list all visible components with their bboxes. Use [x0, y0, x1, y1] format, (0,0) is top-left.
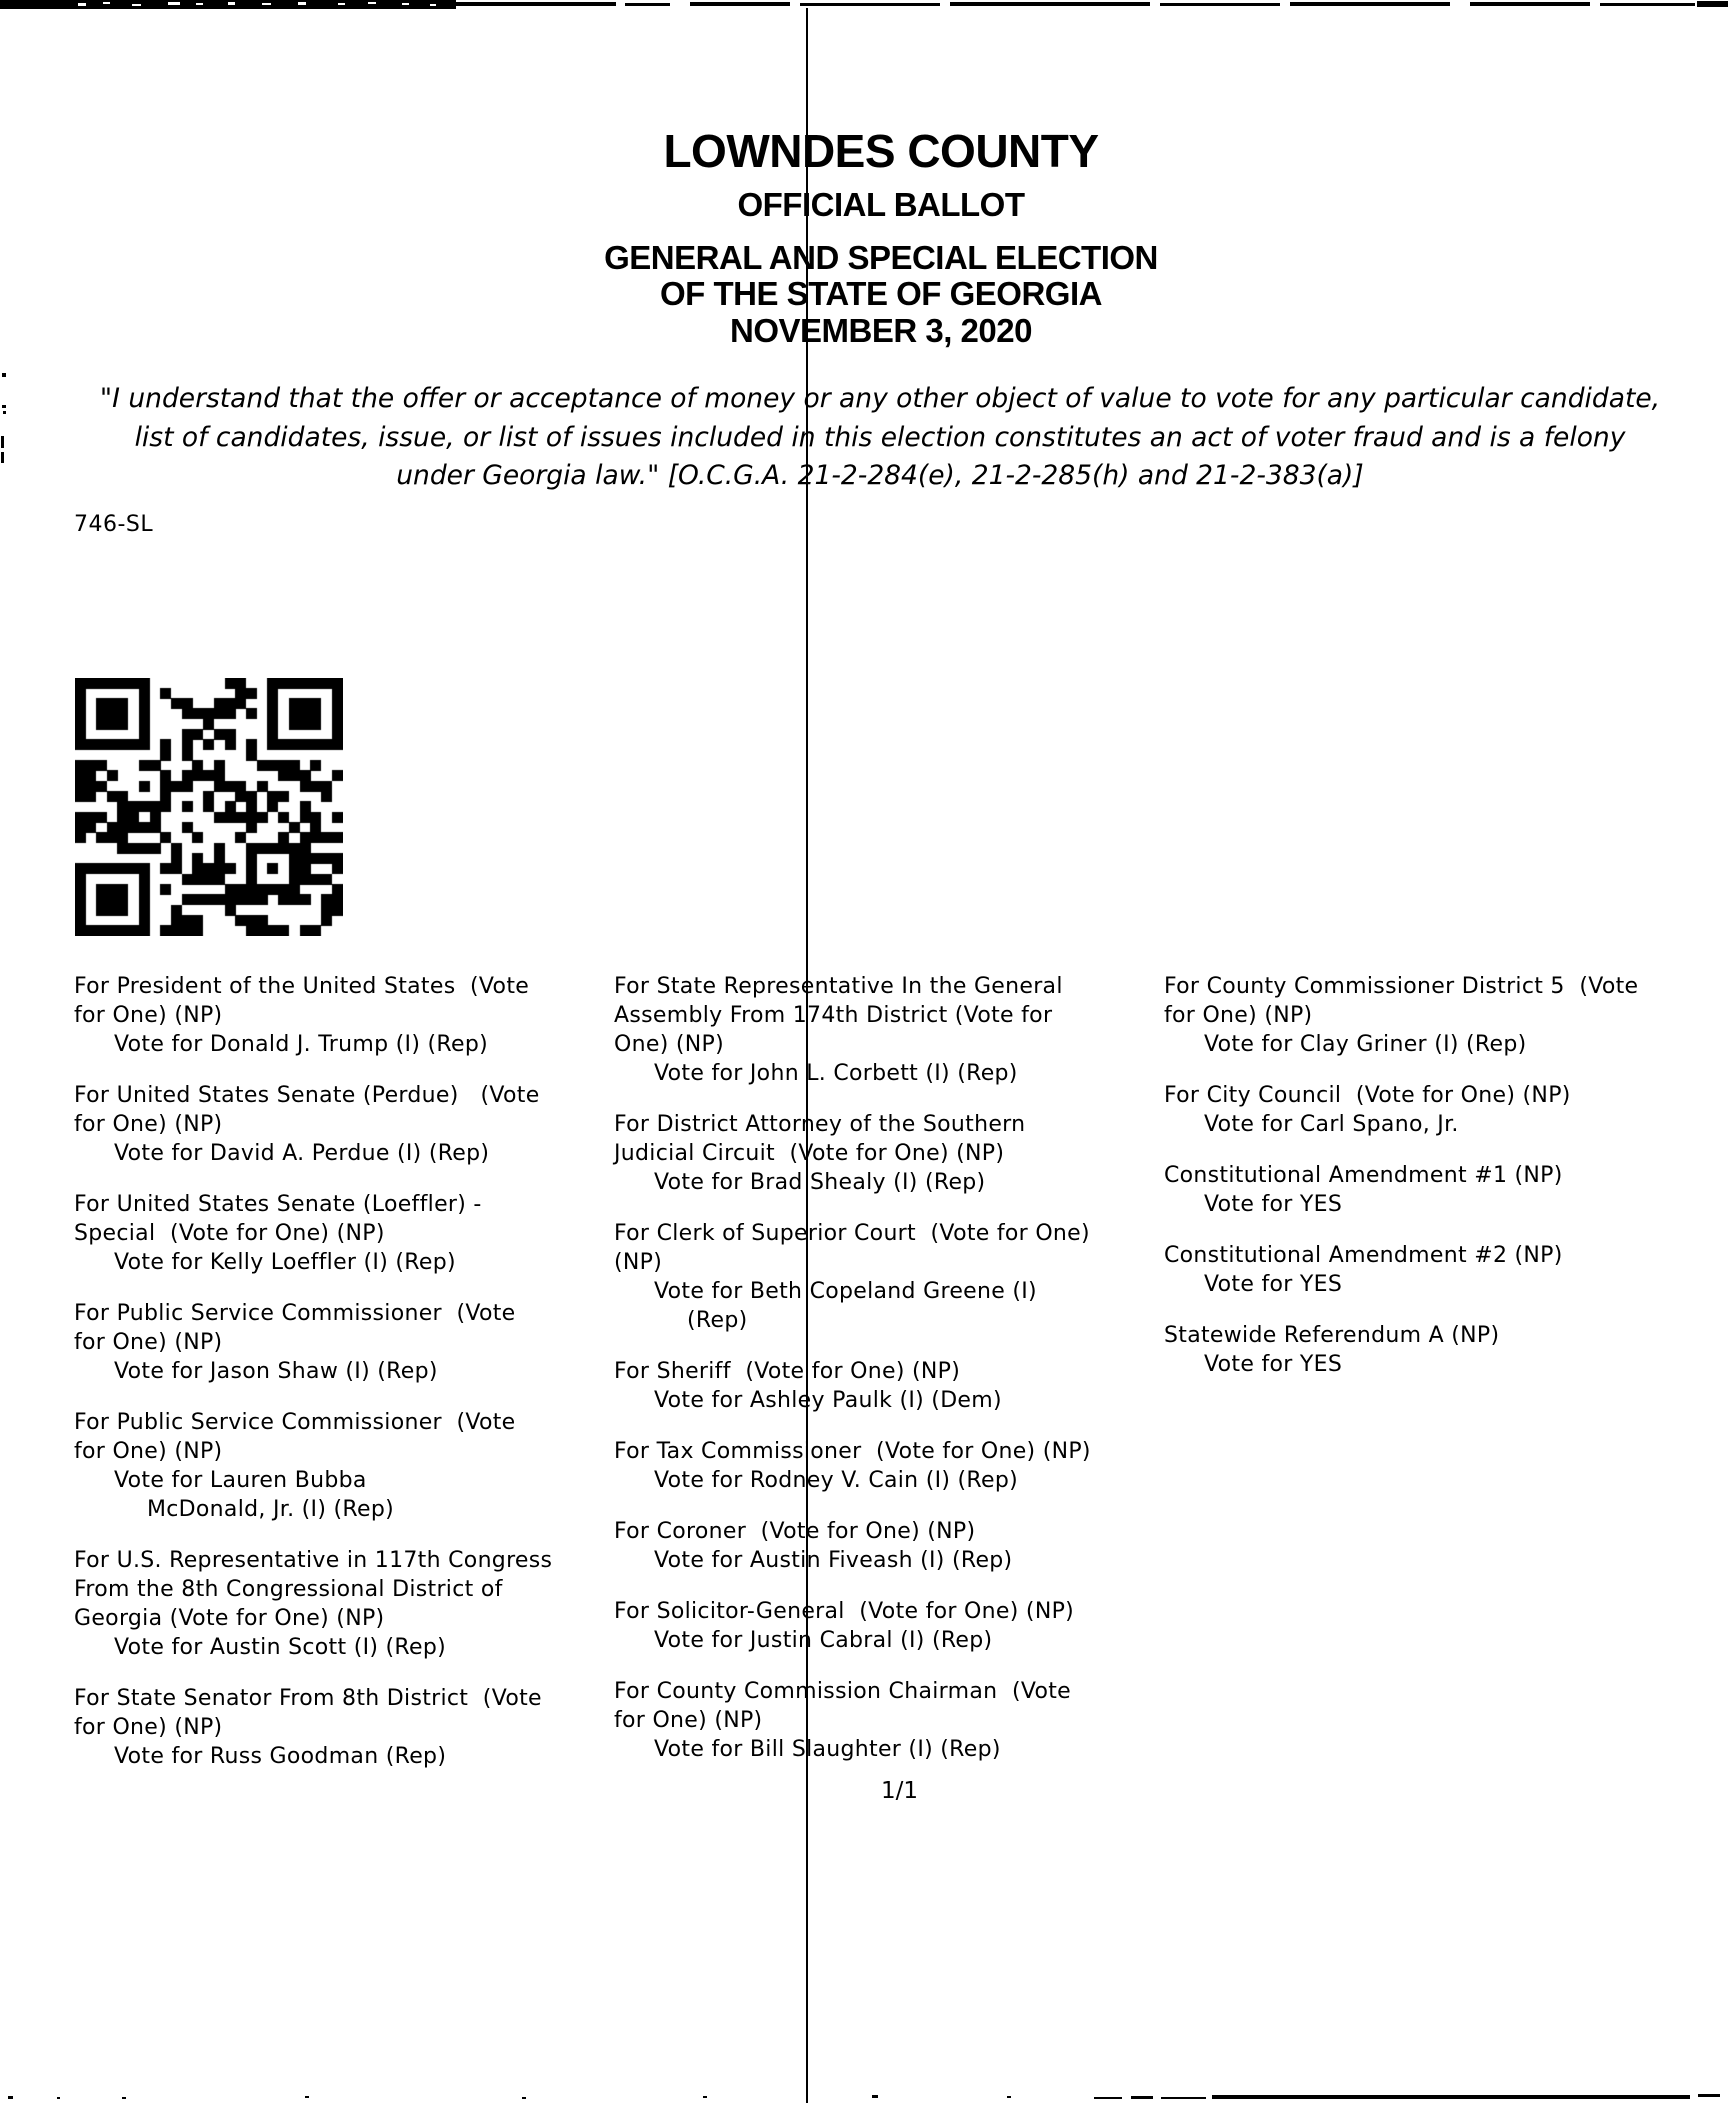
scan-artifact-mark — [132, 4, 141, 6]
scan-artifact-mark — [1600, 3, 1695, 6]
vote-selection-line: Vote for Ashley Paulk (I) (Dem) — [654, 1388, 1002, 1413]
contest-title-line: For United States Senate (Loeffler) - — [74, 1192, 482, 1217]
contest-title-line: For Sheriff (Vote for One) (NP) — [614, 1359, 961, 1384]
scan-artifact-mark — [1131, 2096, 1153, 2099]
vote-selection-line: Vote for Austin Fiveash (I) (Rep) — [654, 1548, 1013, 1573]
contest — [74, 1299, 634, 1386]
contest-title-line: From the 8th Congressional District of — [74, 1577, 503, 1602]
vote-selection-line: Vote for John L. Corbett (I) (Rep) — [654, 1061, 1018, 1086]
vote-selection-line: Vote for YES — [1204, 1272, 1343, 1297]
contest — [74, 1546, 634, 1662]
contest-title-line: for One) (NP) — [74, 1330, 223, 1355]
contest-title-line: For District Attorney of the Southern — [614, 1112, 1026, 1137]
scan-artifact-mark — [1470, 2, 1590, 6]
contest — [1164, 1321, 1728, 1379]
contest-title-line: For United States Senate (Perdue) (Vote — [74, 1083, 540, 1108]
scan-artifact-mark — [430, 4, 436, 6]
scan-artifact-mark — [1212, 2095, 1690, 2099]
contest-title-line: (NP) — [614, 1250, 663, 1275]
contest — [614, 1517, 1174, 1575]
vote-selection-line: Vote for Austin Scott (I) (Rep) — [114, 1635, 447, 1660]
scan-artifact-mark — [872, 2095, 878, 2098]
contest-title-line: For City Council (Vote for One) (NP) — [1164, 1083, 1571, 1108]
fraud-notice-line: list of candidates, issue, or list of issues included in this election constitutes an act of voter fraud and is a felony — [134, 421, 1626, 453]
scan-artifact-mark — [8, 2096, 13, 2099]
contest — [74, 1081, 634, 1168]
contest-title-line: For State Senator From 8th District (Vote — [74, 1686, 542, 1711]
contest-title-line: Constitutional Amendment #2 (NP) — [1164, 1243, 1563, 1268]
contest-title-line: for One) (NP) — [74, 1439, 223, 1464]
contest-title-line: For Solicitor-General (Vote for One) (NP) — [614, 1599, 1075, 1624]
scan-artifact-mark — [402, 3, 409, 5]
scan-artifact-mark — [1290, 2, 1450, 6]
contest-title-line: for One) (NP) — [74, 1003, 223, 1028]
contest — [614, 1677, 1174, 1764]
scan-artifact-mark — [1697, 1, 1728, 7]
contest-column-3 — [1164, 972, 1728, 1401]
scan-artifact-mark — [168, 2, 180, 5]
contest-title-line: For State Representative In the General — [614, 974, 1063, 999]
vote-selection-line: Vote for Russ Goodman (Rep) — [114, 1744, 447, 1769]
fraud-notice-line: under Georgia law." [O.C.G.A. 21-2-284(e), 21-2-285(h) and 21-2-383(a)] — [396, 460, 1364, 491]
scan-artifact-mark — [103, 2, 110, 4]
scan-artifact-mark — [625, 3, 670, 6]
contest — [614, 1110, 1174, 1197]
vote-selection-line: Vote for Kelly Loeffler (I) (Rep) — [114, 1250, 456, 1275]
contest-title-line: For Clerk of Superior Court (Vote for One) — [614, 1221, 1090, 1246]
contest-title-line: For President of the United States (Vote — [74, 974, 530, 999]
scan-artifact-mark — [1007, 2096, 1011, 2098]
scan-artifact-mark — [368, 2, 376, 4]
vote-selection-line: Vote for Lauren Bubba — [114, 1468, 367, 1493]
contest — [74, 1190, 634, 1277]
scan-artifact-mark — [690, 2, 790, 6]
vote-selection-line: Vote for Clay Griner (I) (Rep) — [1204, 1032, 1527, 1057]
contest — [74, 972, 634, 1059]
vote-selection-line: Vote for Donald J. Trump (I) (Rep) — [114, 1032, 488, 1057]
contest-title-line: For County Commission Chairman (Vote — [614, 1679, 1071, 1704]
fraud-notice-line: "I understand that the offer or acceptance of money or any other object of value to vote for any particular candidate, — [99, 383, 1661, 414]
scan-artifact-mark — [1, 452, 4, 463]
election-name-line1: GENERAL AND SPECIAL ELECTION — [604, 239, 1158, 276]
contest — [1164, 1081, 1728, 1139]
scan-artifact-mark — [122, 2097, 126, 2099]
scan-artifact-mark — [262, 3, 271, 5]
scan-artifact-mark — [78, 3, 86, 6]
contest-title-line: For U.S. Representative in 117th Congress — [74, 1548, 553, 1573]
contest-title-line: For Tax Commissioner (Vote for One) (NP) — [614, 1439, 1091, 1464]
scan-artifact-mark — [1161, 2097, 1206, 2099]
contest — [74, 1408, 634, 1524]
contest — [614, 972, 1174, 1088]
contest-title-line: For County Commissioner District 5 (Vote — [1164, 974, 1639, 999]
vote-selection-line: Vote for Beth Copeland Greene (I) — [654, 1279, 1037, 1304]
contest-column-2 — [614, 972, 1174, 1786]
contest-title-line: For Public Service Commissioner (Vote — [74, 1410, 516, 1435]
vote-selection-line: McDonald, Jr. (I) (Rep) — [147, 1497, 394, 1522]
vote-selection-line: Vote for David A. Perdue (I) (Rep) — [114, 1141, 490, 1166]
vote-selection-line: Vote for Bill Slaughter (I) (Rep) — [654, 1737, 1001, 1762]
contest-title-line: For Coroner (Vote for One) (NP) — [614, 1519, 976, 1544]
contest-title-line: Assembly From 174th District (Vote for — [614, 1003, 1053, 1028]
vote-selection-line: (Rep) — [687, 1308, 748, 1333]
contest — [614, 1437, 1174, 1495]
vote-selection-line: Vote for YES — [1204, 1192, 1343, 1217]
election-date: NOVEMBER 3, 2020 — [730, 312, 1032, 349]
scan-artifact-mark — [196, 3, 203, 5]
scan-artifact-mark — [57, 2097, 60, 2099]
contest — [1164, 1161, 1728, 1219]
scan-artifact-mark — [2, 373, 6, 377]
ballot-style-code: 746-SL — [74, 512, 154, 537]
contest-column-1 — [74, 972, 634, 1793]
scan-artifact-mark — [1, 436, 4, 448]
contest — [614, 1357, 1174, 1415]
contest — [614, 1219, 1174, 1335]
vote-selection-line: Vote for Rodney V. Cain (I) (Rep) — [654, 1468, 1019, 1493]
scan-artifact-mark — [3, 411, 6, 414]
scan-artifact-mark — [1698, 2094, 1720, 2097]
scan-artifact-mark — [456, 2, 616, 6]
qr-code — [75, 678, 343, 936]
contest-title-line: Statewide Referendum A (NP) — [1164, 1323, 1500, 1348]
scan-artifact-mark — [950, 2, 1150, 6]
scan-artifact-mark — [522, 2097, 526, 2099]
election-name-line2: OF THE STATE OF GEORGIA — [660, 275, 1102, 312]
contest-title-line: for One) (NP) — [614, 1708, 763, 1733]
contest-title-line: For Public Service Commissioner (Vote — [74, 1301, 516, 1326]
vote-selection-line: Vote for Brad Shealy (I) (Rep) — [654, 1170, 986, 1195]
page-number: 1/1 — [881, 1778, 919, 1804]
scan-artifact-mark — [298, 2, 306, 5]
contest — [1164, 972, 1728, 1059]
fraud-notice — [40, 380, 1720, 496]
contest-title-line: Constitutional Amendment #1 (NP) — [1164, 1163, 1563, 1188]
vote-selection-line: Vote for Carl Spano, Jr. — [1204, 1112, 1459, 1137]
ballot-type-title: OFFICIAL BALLOT — [737, 186, 1025, 223]
scan-artifact-mark — [305, 2096, 309, 2098]
vote-selection-line: Vote for Jason Shaw (I) (Rep) — [114, 1359, 438, 1384]
scan-artifact-mark — [1160, 3, 1280, 6]
scan-artifact-mark — [703, 2096, 707, 2098]
scan-artifact-mark — [2, 405, 6, 408]
scan-artifact-mark — [1094, 2097, 1122, 2099]
contest-title-line: Judicial Circuit (Vote for One) (NP) — [614, 1141, 1005, 1166]
contest — [74, 1684, 634, 1771]
contest — [1164, 1241, 1728, 1299]
scan-artifact-mark — [338, 3, 345, 5]
county-title: LOWNDES COUNTY — [663, 125, 1099, 177]
contest-title-line: Special (Vote for One) (NP) — [74, 1221, 385, 1246]
contest-title-line: for One) (NP) — [74, 1715, 223, 1740]
contest-title-line: for One) (NP) — [1164, 1003, 1313, 1028]
vote-selection-line: Vote for Justin Cabral (I) (Rep) — [654, 1628, 993, 1653]
vote-selection-line: Vote for YES — [1204, 1352, 1343, 1377]
contest-title-line: One) (NP) — [614, 1032, 724, 1057]
contest-title-line: for One) (NP) — [74, 1112, 223, 1137]
scan-artifact-mark — [228, 2, 235, 5]
contest — [614, 1597, 1174, 1655]
scan-artifact-mark — [800, 3, 940, 6]
contest-title-line: Georgia (Vote for One) (NP) — [74, 1606, 385, 1631]
